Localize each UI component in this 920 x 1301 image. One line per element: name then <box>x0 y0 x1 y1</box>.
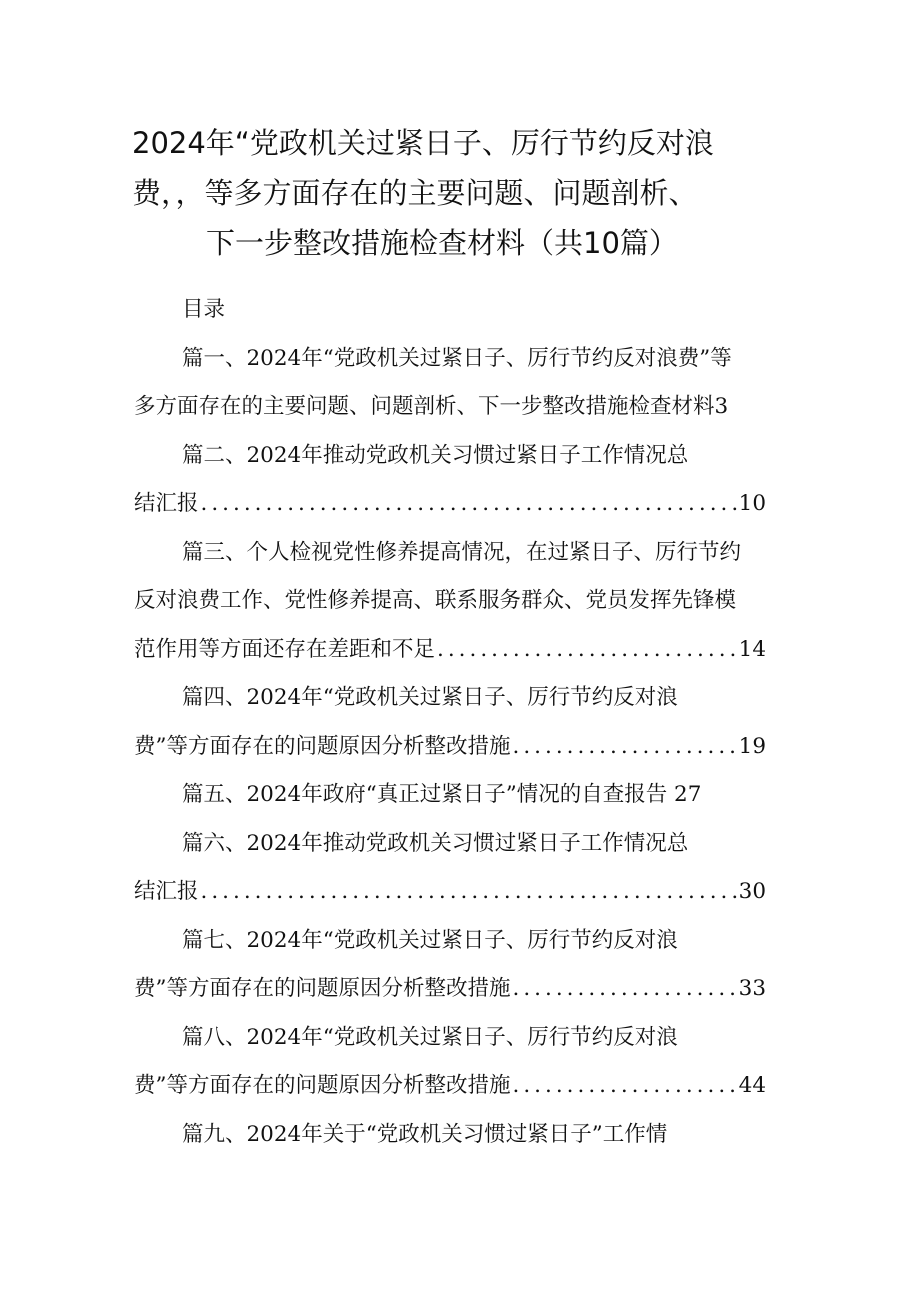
toc-entry-text: 结汇报 <box>134 879 199 904</box>
toc-page-number: 33 <box>738 976 766 1001</box>
toc-entry[interactable] <box>134 674 786 771</box>
toc-page-number: 19 <box>738 733 766 759</box>
toc-entry-text: 费”等方面存在的问题原因分析整改措施 <box>134 976 511 1001</box>
toc-heading: 目录 <box>182 297 226 322</box>
toc-entry[interactable] <box>134 529 786 675</box>
toc-entry-text: 篇六、2024年推动党政机关习惯过紧日子工作情况总 <box>182 830 689 856</box>
toc-entry-last-line <box>134 868 766 917</box>
toc-entry[interactable] <box>134 917 786 1014</box>
toc-entry-text: 多方面存在的主要问题、问题剖析、下一步整改措施检查材料3 <box>134 394 729 419</box>
toc-entry-text: 篇三、个人检视党性修养提高情况，在过紧日子、厉行节约 <box>182 539 742 565</box>
title-line: 下一步整改措施检查材料（共10篇） <box>206 226 678 260</box>
toc-leader-dots <box>513 1062 737 1111</box>
toc-entry-text: 范作用等方面还存在差距和不足 <box>134 636 436 662</box>
toc-entry-last-line <box>134 965 766 1014</box>
toc-entry[interactable] <box>134 820 786 917</box>
toc-entry-last-line <box>134 626 766 675</box>
toc-page-number: 14 <box>738 636 766 662</box>
toc-entry-text: 篇五、2024年政府“真正过紧日子”情况的自查报告 27 <box>182 782 702 807</box>
toc-entry-text: 结汇报 <box>134 491 199 516</box>
toc-leader-dots <box>513 965 737 1014</box>
toc-leader-dots <box>437 626 737 675</box>
toc-entry[interactable] <box>134 335 786 432</box>
toc-entry-text: 费”等方面存在的问题原因分析整改措施 <box>134 1073 511 1098</box>
toc-entry-last-line <box>134 723 766 772</box>
toc-entry-text: 篇一、2024年“党政机关过紧日子、厉行节约反对浪费”等 <box>182 345 732 371</box>
title-line: 2024年“党政机关过紧日子、厉行节约反对浪 <box>132 126 714 160</box>
toc-page-number: 44 <box>738 1073 766 1098</box>
toc-entry[interactable] <box>134 771 786 820</box>
toc-entry-text: 篇七、2024年“党政机关过紧日子、厉行节约反对浪 <box>182 927 678 953</box>
toc-entry-text: 费”等方面存在的问题原因分析整改措施 <box>134 733 511 759</box>
toc-entry-last-line <box>134 1062 766 1111</box>
toc-entry-text: 篇八、2024年“党政机关过紧日子、厉行节约反对浪 <box>182 1024 678 1050</box>
toc-leader-dots <box>201 868 737 917</box>
document-title <box>120 118 800 268</box>
toc-entry[interactable] <box>134 432 786 529</box>
toc-entry-text: 篇二、2024年推动党政机关习惯过紧日子工作情况总 <box>182 442 689 468</box>
toc-leader-dots <box>201 480 737 529</box>
toc-page-number: 10 <box>738 491 766 516</box>
toc-entry-text: 反对浪费工作、党性修养提高、联系服务群众、党员发挥先锋模 <box>134 588 737 613</box>
toc-entry-last-line <box>134 480 766 529</box>
toc-entry-text: 篇四、2024年“党政机关过紧日子、厉行节约反对浪 <box>182 685 678 710</box>
toc-page-number: 30 <box>738 879 766 904</box>
title-line: 费，，等多方面存在的主要问题、问题剖析、 <box>132 176 698 210</box>
toc-leader-dots <box>513 723 737 772</box>
toc-entry[interactable] <box>134 1014 786 1111</box>
toc-entry[interactable] <box>134 1111 786 1160</box>
table-of-contents <box>134 286 786 1159</box>
toc-entry-text: 篇九、2024年关于“党政机关习惯过紧日子”工作情 <box>182 1121 668 1147</box>
